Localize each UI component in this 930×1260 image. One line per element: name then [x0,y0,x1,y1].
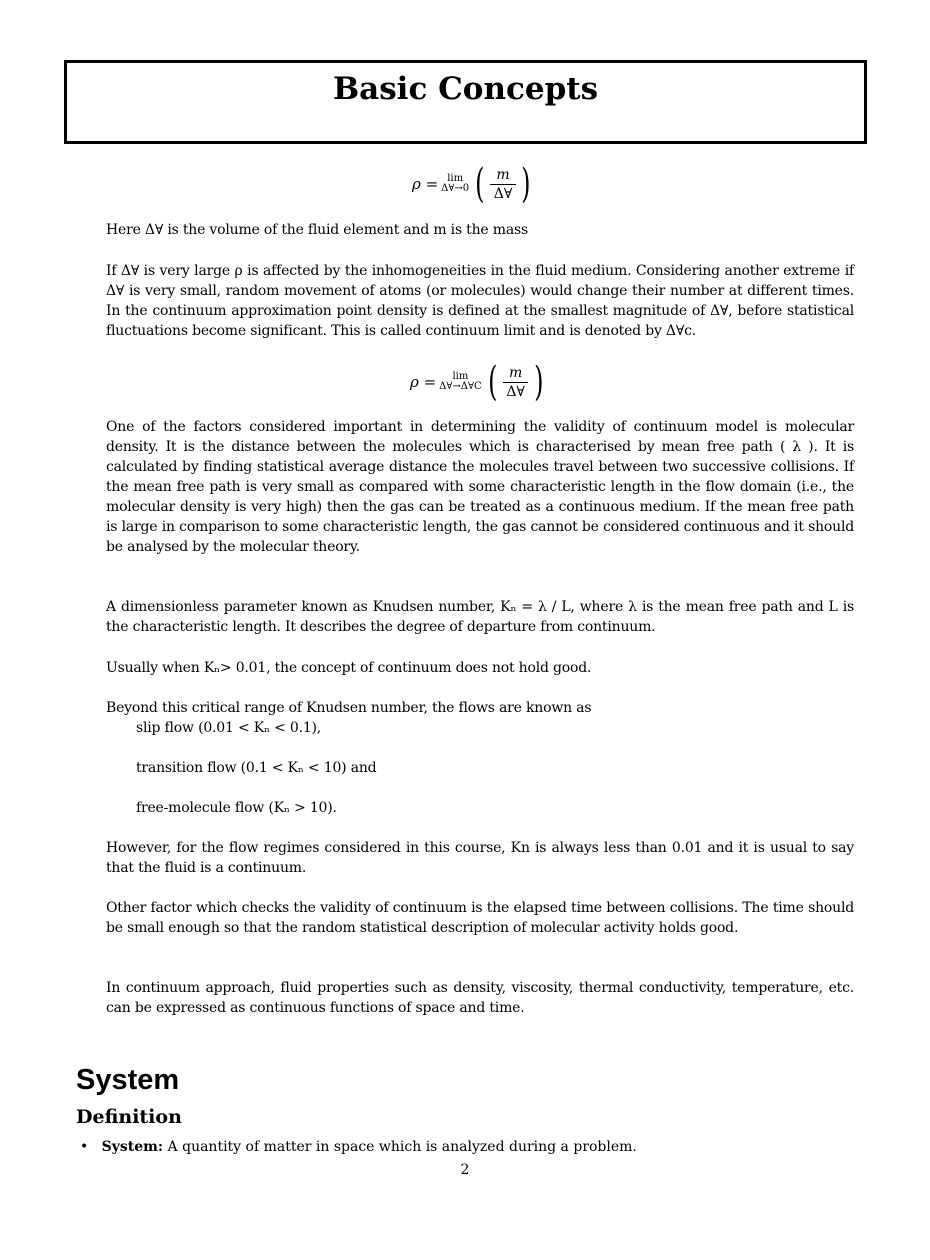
title-box [64,60,867,144]
paragraph-6: However, for the flow regimes considered in this course, Kn is always less than 0.01 and it is usual to say that the fluid is a continuum. [106,840,854,876]
page-number: 2 [460,1162,470,1178]
slip-flow-item: slip flow (0.01 < Kₙ < 0.1), [136,720,322,736]
density-formula [412,161,534,207]
left-paren: ( [475,161,485,207]
transition-flow-item: transition flow (0.1 < Kₙ < 10) and [136,760,377,776]
paragraph-3: A dimensionless parameter known as Knudsen number, Kₙ = λ / L, where λ is the mean free path and L is the characteristic length. It describes the degree of departure from continuum. [106,599,854,635]
lim-label: lim [447,173,464,184]
paragraph-7: Other factor which checks the validity of continuum is the elapsed time between collisions. The time should be small enough so that the random statistical description of molecular activity holds good. [106,900,854,936]
numerator: m [490,166,515,185]
formula-lhs: ρ = [412,175,439,193]
numerator: m [503,364,528,383]
bullet-text: A quantity of matter in space which is analyzed during a problem. [163,1139,637,1155]
denominator: Δ∀ [506,383,525,400]
formula-lhs: ρ = [410,373,437,391]
continuum-limit-formula [410,359,546,405]
lim-label: lim [452,371,469,382]
bullet-dot: • [80,1139,102,1155]
page-title: Basic Concepts [332,71,599,107]
definition-bullet [80,1137,637,1157]
paragraph-here: Here Δ∀ is the volume of the fluid element and m is the mass [106,222,528,238]
lim-sub: Δ∀→Δ∀C [439,381,482,392]
paragraph-1: If Δ∀ is very large ρ is affected by the inhomogeneities in the fluid medium. Considering another extreme if Δ∀ is very small, random movement of atoms (or molecules) would change their number at different times. In the continuum approximation point density is defined at the smallest magnitude of Δ∀, before statistical fluctuations become significant. This is called continuum limit and is denoted by Δ∀c. [106,263,854,339]
subheading-definition: Definition [76,1106,182,1128]
paragraph-5: Beyond this critical range of Knudsen number, the flows are known as [106,700,592,716]
fraction [500,364,531,401]
left-paren: ( [487,359,498,405]
paragraph-2: One of the factors considered important in determining the validity of continuum model is molecular density. It is the distance between the molecules which is characterised by mean free path ( λ ). It is calculated by finding statistical average distance the molecules travel between two successive collisions. If the mean free path is very small as compared with some characteristic length in the flow domain (i.e., the molecular density is very high) then the gas can be treated as a continuous medium. If the mean free path is large in comparison to some characteristic length, the gas cannot be considered continuous and it should be analysed by the molecular theory. [106,419,854,555]
paragraph-8: In continuum approach, fluid properties such as density, viscosity, thermal conductivity, temperature, etc. can be expressed as continuous functions of space and time. [106,980,854,1016]
section-heading-system: System [76,1064,180,1096]
bullet-term: System: [101,1139,164,1155]
lim-sub: Δ∀→0 [441,183,470,194]
right-paren: ) [521,161,531,207]
formula-limit [441,174,469,194]
formula-limit [439,372,482,392]
right-paren: ) [533,359,544,405]
denominator: Δ∀ [493,185,513,202]
paragraph-4: Usually when Kₙ> 0.01, the concept of continuum does not hold good. [106,660,592,676]
fraction [488,166,519,203]
free-molecule-flow-item: free-molecule flow (Kₙ > 10). [136,800,337,816]
